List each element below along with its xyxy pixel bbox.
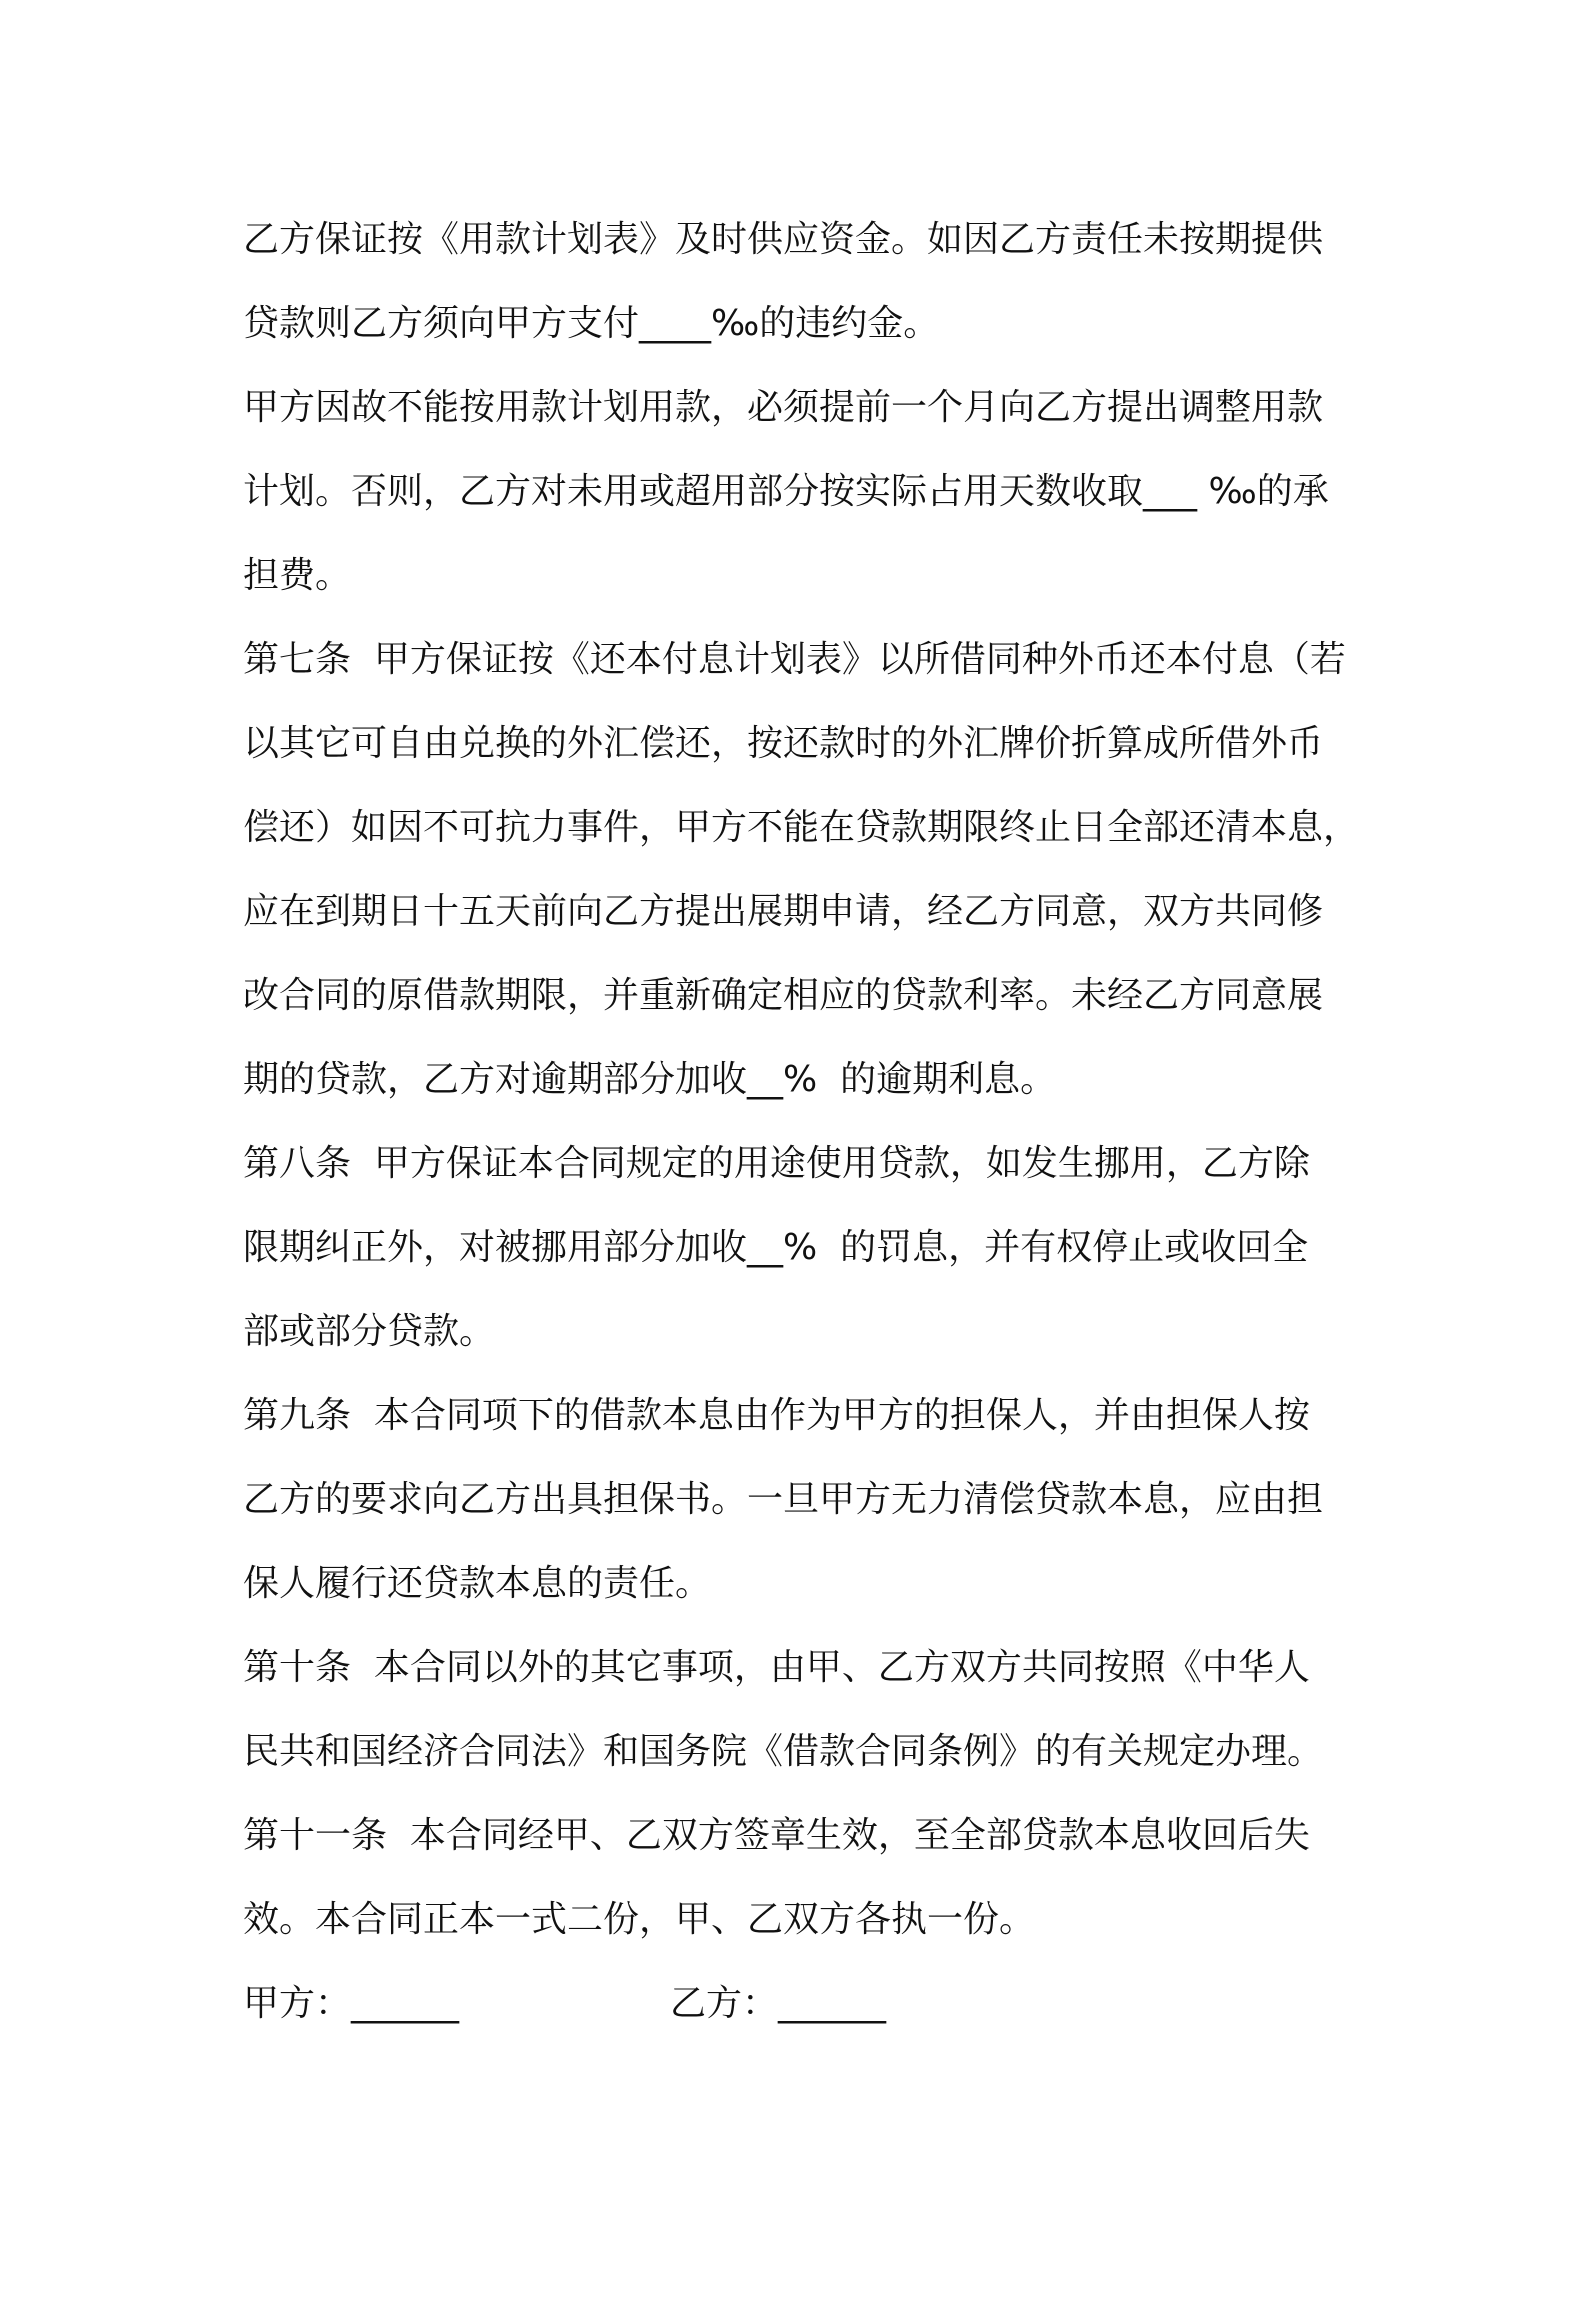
text-line: 应在到期日十五天前向乙方提出展期申请，经乙方同意，双方共同修 [243, 891, 1324, 932]
article-8-line: 第八条 甲方保证本合同规定的用途使用贷款，如发生挪用，乙方除 [243, 1143, 1310, 1184]
text-line: 限期纠正外，对被挪用部分加收__% 的罚息，并有权停止或收回全 [243, 1227, 1309, 1268]
signature-row [243, 1962, 1363, 2046]
text-line: 贷款则乙方须向甲方支付____‰的违约金。 [243, 303, 940, 344]
text-line: 以其它可自由兑换的外汇偿还，按还款时的外汇牌价折算成所借外币 [243, 723, 1324, 764]
article-9-line: 第九条 本合同项下的借款本息由作为甲方的担保人，并由担保人按 [243, 1395, 1310, 1436]
article-7-line: 第七条 甲方保证按《还本付息计划表》以所借同种外币还本付息（若 [243, 639, 1346, 680]
party-b-signature: 乙方：______ [670, 1983, 887, 2024]
text-line: 乙方的要求向乙方出具担保书。一旦甲方无力清偿贷款本息，应由担 [243, 1479, 1324, 1520]
party-a-signature: 甲方：______ [243, 1983, 460, 2024]
text-line: 期的贷款，乙方对逾期部分加收__% 的逾期利息。 [243, 1059, 1057, 1100]
text-line: 偿还）如因不可抗力事件，甲方不能在贷款期限终止日全部还清本息， [243, 807, 1360, 848]
text-line: 部或部分贷款。 [243, 1311, 496, 1352]
text-line: 甲方因故不能按用款计划用款，必须提前一个月向乙方提出调整用款 [243, 387, 1324, 428]
text-line: 效。本合同正本一式二份，甲、乙双方各执一份。 [243, 1899, 1036, 1940]
text-line: 保人履行还贷款本息的责任。 [243, 1563, 712, 1604]
text-line: 担费。 [243, 555, 352, 596]
article-11-line: 第十一条 本合同经甲、乙双方签章生效，至全部贷款本息收回后失 [243, 1815, 1310, 1856]
article-10-line: 第十条 本合同以外的其它事项，由甲、乙方双方共同按照《中华人 [243, 1647, 1310, 1688]
text-line: 计划。否则，乙方对未用或超用部分按实际占用天数收取___ ‰的承 [243, 471, 1329, 512]
text-line: 改合同的原借款期限，并重新确定相应的贷款利率。未经乙方同意展 [243, 975, 1324, 1016]
text-line: 乙方保证按《用款计划表》及时供应资金。如因乙方责任未按期提供 [243, 219, 1324, 260]
contract-body [243, 198, 1363, 2046]
text-line: 民共和国经济合同法》和国务院《借款合同条例》的有关规定办理。 [243, 1731, 1324, 1772]
